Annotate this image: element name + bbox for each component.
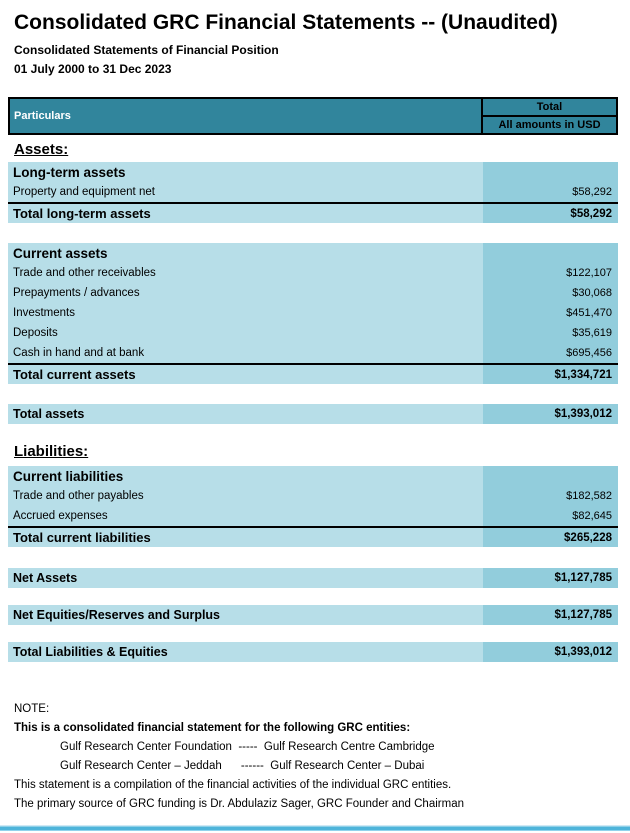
row-label: Total long-term assets: [8, 204, 483, 223]
page-subtitle: Consolidated Statements of Financial Position: [14, 43, 279, 57]
liabilities-heading: Liabilities:: [14, 443, 89, 460]
note-line: NOTE:: [14, 703, 50, 715]
spacer: [0, 547, 630, 568]
units-header: All amounts in USD: [498, 119, 601, 131]
table-row: [8, 363, 618, 384]
row-label: Trade and other receivables: [8, 263, 483, 283]
page-period: 01 July 2000 to 31 Dec 2023: [14, 62, 172, 76]
row-label: Deposits: [8, 323, 483, 343]
table-row: [8, 343, 618, 363]
row-label: Net Assets: [8, 568, 483, 588]
note-section: [14, 700, 630, 814]
row-label: Property and equipment net: [8, 182, 483, 202]
note-line: This statement is a compilation of the financial activities of the individual GRC entities.: [14, 779, 452, 791]
table-row: [8, 323, 618, 343]
row-value: $1,127,785: [483, 568, 618, 588]
row-value: $82,645: [483, 506, 618, 526]
spacer: [0, 223, 630, 243]
row-label: Total current liabilities: [8, 528, 483, 547]
assets-heading: Assets:: [14, 141, 69, 158]
row-label: Cash in hand and at bank: [8, 343, 483, 363]
net-assets-block: [8, 568, 618, 588]
row-label: Accrued expenses: [8, 506, 483, 526]
row-label: Prepayments / advances: [8, 283, 483, 303]
table-row: [8, 486, 618, 506]
row-value: $182,582: [483, 486, 618, 506]
note-line: Gulf Research Center – Jeddah ------ Gulf Research Center – Dubai: [60, 760, 425, 772]
row-value: $35,619: [483, 323, 618, 343]
row-label: Investments: [8, 303, 483, 323]
total-assets-block: [8, 404, 618, 424]
note-line: Gulf Research Center Foundation ----- Gulf Research Centre Cambridge: [60, 741, 435, 753]
page-title: Consolidated GRC Financial Statements -- (Unaudited): [14, 11, 558, 34]
table-row: [8, 404, 618, 424]
current-liabilities-block: [8, 466, 618, 547]
row-value: $1,393,012: [483, 404, 618, 424]
spacer: [0, 588, 630, 605]
row-label: Current assets: [8, 243, 483, 263]
table-row: [8, 243, 618, 263]
row-value: [483, 243, 618, 263]
row-label: Total Liabilities & Equities: [8, 642, 483, 662]
row-value: $30,068: [483, 283, 618, 303]
row-label: Net Equities/Reserves and Surplus: [8, 605, 483, 625]
row-value: [483, 162, 618, 182]
table-row: [8, 283, 618, 303]
table-row: [8, 642, 618, 662]
row-value: $1,127,785: [483, 605, 618, 625]
row-value: $451,470: [483, 303, 618, 323]
row-value: [483, 466, 618, 486]
spacer: [0, 384, 630, 404]
table-header: [8, 97, 618, 135]
table-row: [8, 263, 618, 283]
row-label: Total current assets: [8, 365, 483, 384]
table-row: [8, 506, 618, 526]
footer-accent-bar: [0, 825, 630, 831]
table-row: [8, 568, 618, 588]
total-liabilities-equities-block: [8, 642, 618, 662]
row-value: $1,393,012: [483, 642, 618, 662]
table-row: [8, 202, 618, 223]
note-line: This is a consolidated financial statement for the following GRC entities:: [14, 722, 411, 734]
current-assets-block: [8, 243, 618, 384]
row-value: $122,107: [483, 263, 618, 283]
table-row: [8, 182, 618, 202]
footer-bar-line: [0, 830, 630, 831]
table-row: [8, 162, 618, 182]
row-label: Current liabilities: [8, 466, 483, 486]
row-label: Long-term assets: [8, 162, 483, 182]
row-value: $265,228: [483, 528, 618, 547]
table-row: [8, 303, 618, 323]
table-row: [8, 605, 618, 625]
row-value: $1,334,721: [483, 365, 618, 384]
particulars-header: Particulars: [10, 99, 483, 133]
row-label: Total assets: [8, 404, 483, 424]
row-value: $58,292: [483, 204, 618, 223]
row-label: Trade and other payables: [8, 486, 483, 506]
total-header: Total: [483, 99, 616, 117]
total-column-header: [483, 99, 616, 133]
row-value: $58,292: [483, 182, 618, 202]
table-row: [8, 466, 618, 486]
spacer: [0, 625, 630, 642]
row-value: $695,456: [483, 343, 618, 363]
table-row: [8, 526, 618, 547]
long-term-assets-block: [8, 162, 618, 223]
note-line: The primary source of GRC funding is Dr. Abdulaziz Sager, GRC Founder and Chairman: [14, 798, 464, 810]
net-equities-block: [8, 605, 618, 625]
